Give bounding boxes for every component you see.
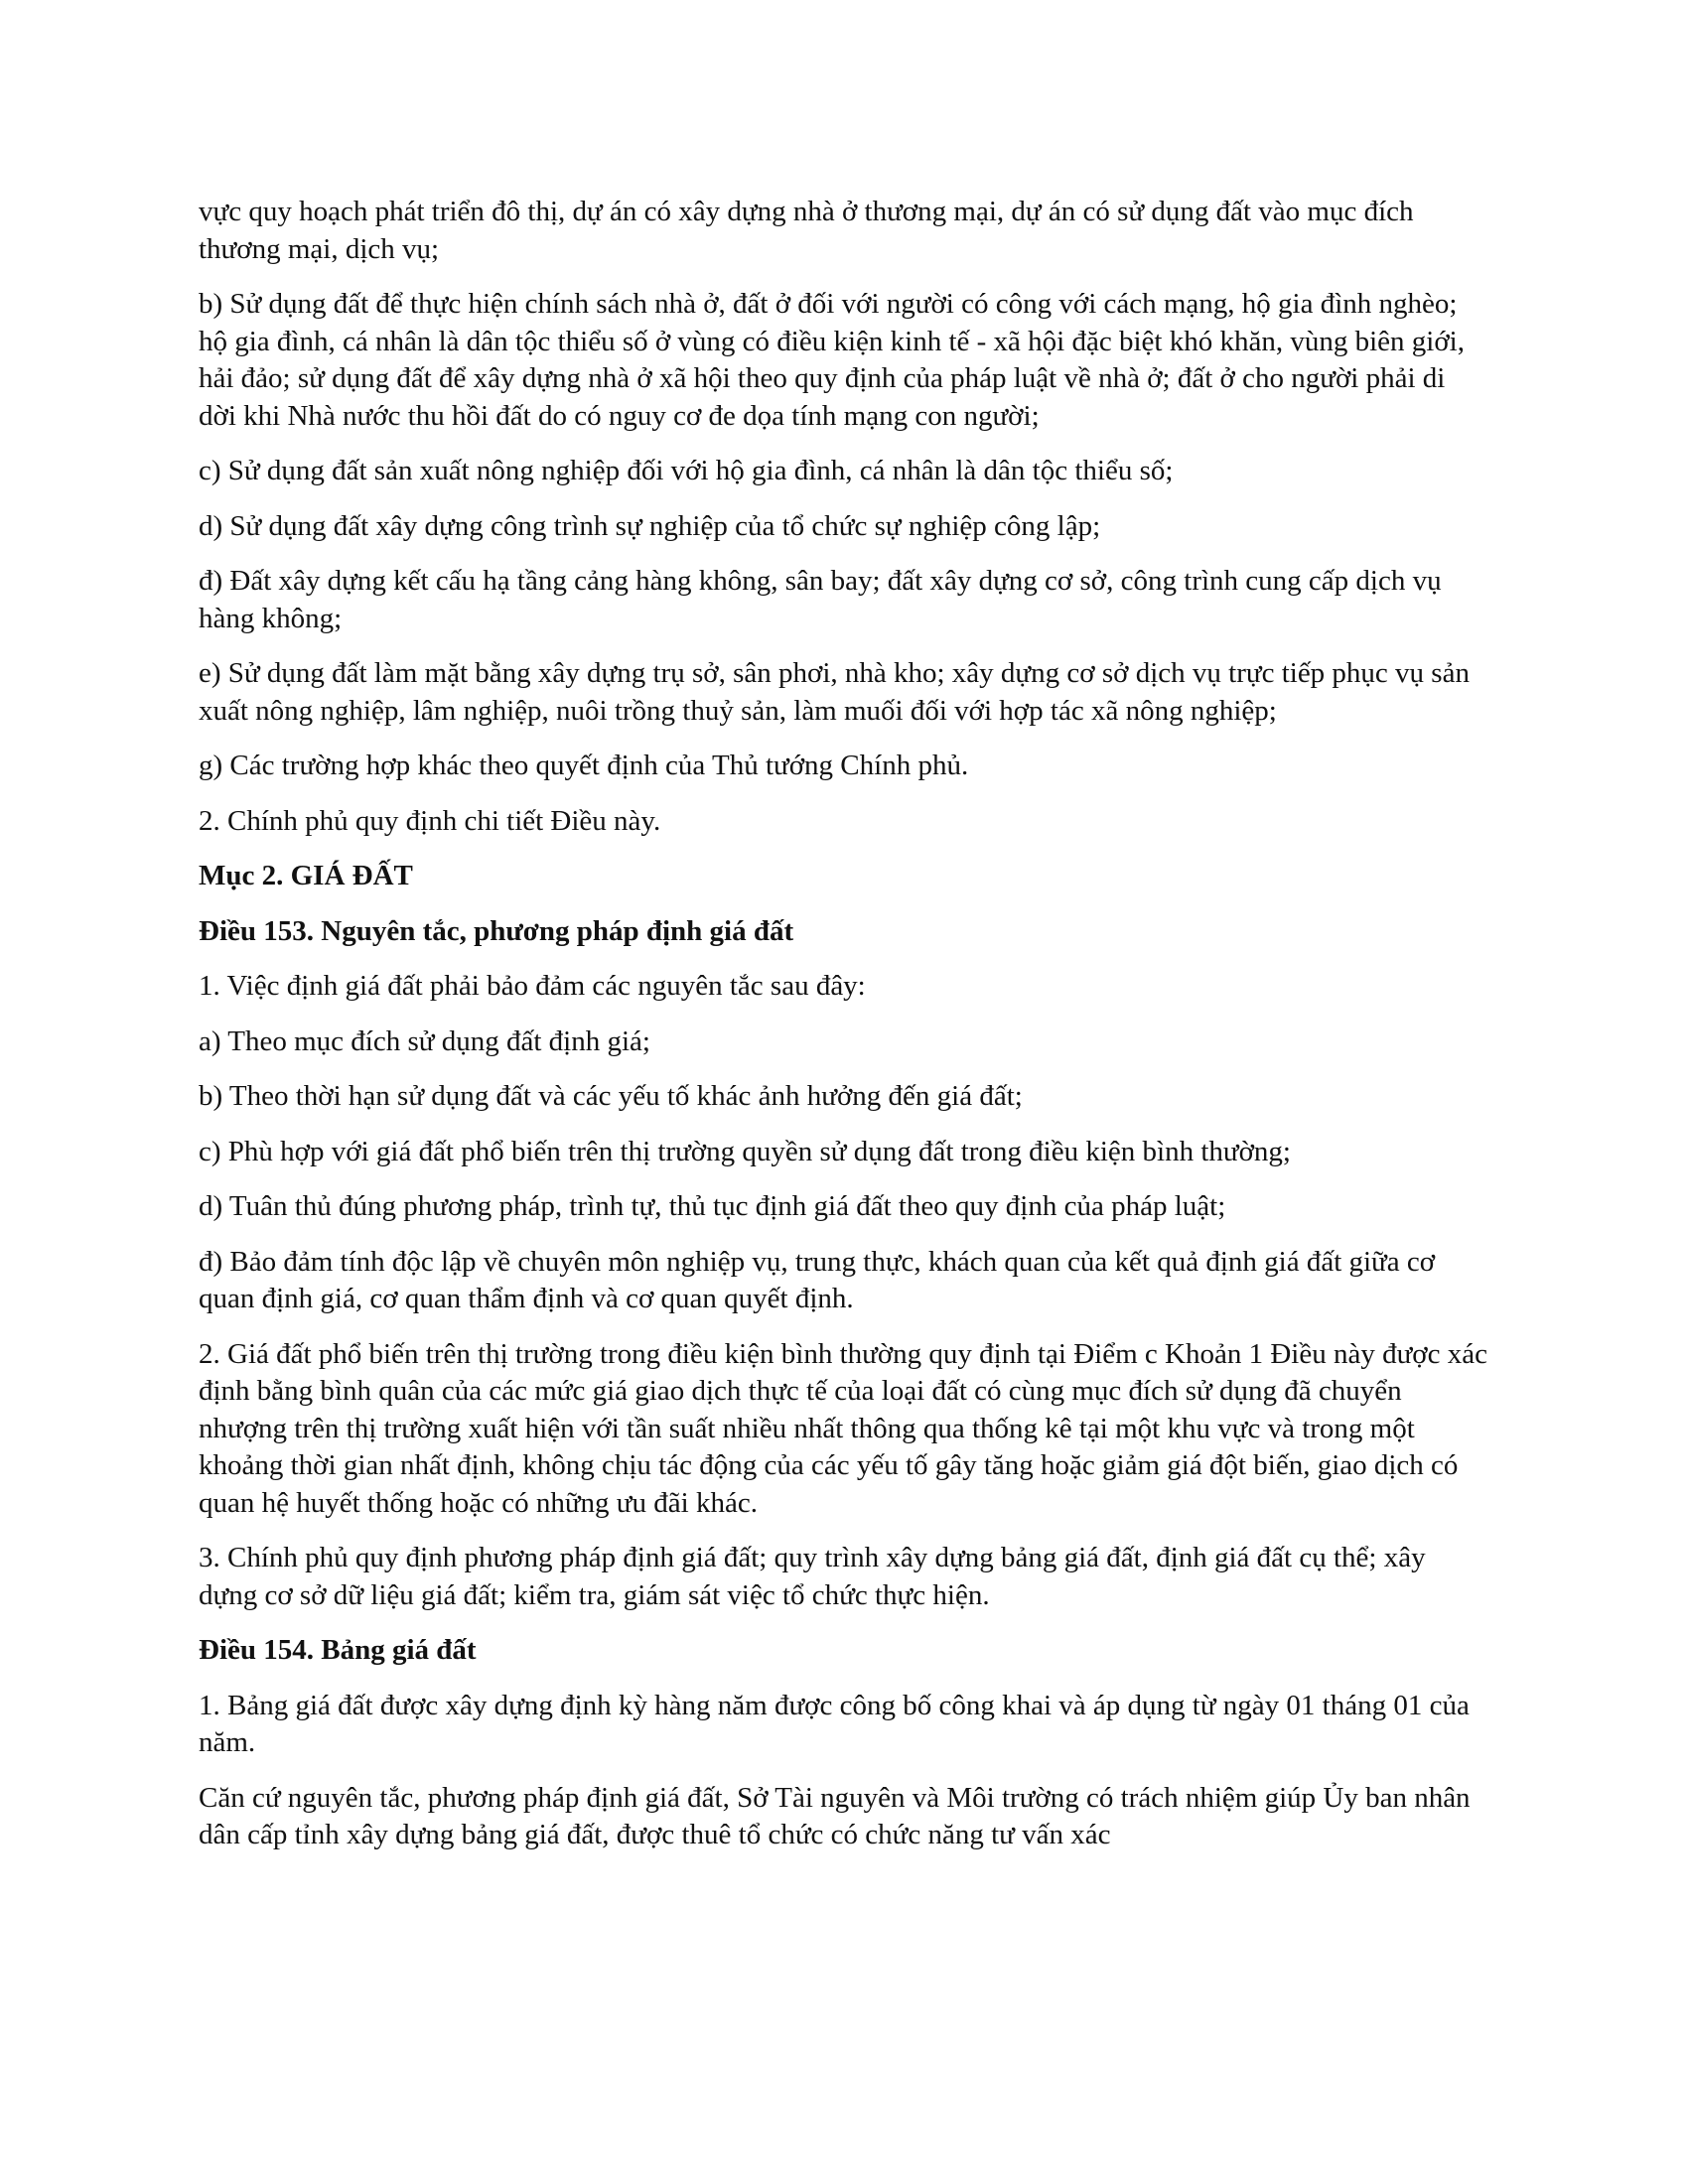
article-153-point-d: d) Tuân thủ đúng phương pháp, trình tự, thủ tục định giá đất theo quy định của pháp luật; xyxy=(199,1190,1226,1222)
paragraph-b: b) Sử dụng đất để thực hiện chính sách nhà ở, đất ở đối với người có công với cách mạng, hộ gia đình nghèo; hộ gia đình, cá nhân là dân tộc thiểu số ở vùng có điều kiện kinh tế - xã hội đặc biệt khó khăn, vùng biên giới, hải đảo; sử dụng đất để xây dựng nhà ở xã hội theo quy định của pháp luật về nhà ở; đất ở cho người phải di dời khi Nhà nước thu hồi đất do có nguy cơ đe dọa tính mạng con người; xyxy=(199,288,1465,432)
paragraph-dd: đ) Đất xây dựng kết cấu hạ tầng cảng hàng không, sân bay; đất xây dựng cơ sở, công trình cung cấp dịch vụ hàng không; xyxy=(199,565,1442,634)
paragraph-cont-a: vực quy hoạch phát triển đô thị, dự án có xây dựng nhà ở thương mại, dự án có sử dụng đất vào mục đích thương mại, dịch vụ; xyxy=(199,196,1414,265)
paragraph-c: c) Sử dụng đất sản xuất nông nghiệp đối với hộ gia đình, cá nhân là dân tộc thiểu số; xyxy=(199,455,1174,486)
article-153-point-a: a) Theo mục đích sử dụng đất định giá; xyxy=(199,1024,650,1057)
article-153-clause-3: 3. Chính phủ quy định phương pháp định giá đất; quy trình xây dựng bảng giá đất, định giá đất cụ thể; xây dựng cơ sở dữ liệu giá đất; kiểm tra, giám sát việc tổ chức thực hiện. xyxy=(199,1542,1426,1611)
section-heading: Mục 2. GIÁ ĐẤT xyxy=(199,860,413,891)
paragraph-e: e) Sử dụng đất làm mặt bằng xây dựng trụ sở, sân phơi, nhà kho; xây dựng cơ sở dịch vụ trực tiếp phục vụ sản xuất nông nghiệp, lâm nghiệp, nuôi trồng thuỷ sản, làm muối đối với hợp tác xã nông nghiệp; xyxy=(199,657,1470,727)
article-153-heading: Điều 153. Nguyên tắc, phương pháp định giá đất xyxy=(199,914,794,947)
article-154-clause-1: 1. Bảng giá đất được xây dựng định kỳ hàng năm được công bố công khai và áp dụng từ ngày 01 tháng 01 của năm. xyxy=(199,1689,1470,1758)
article-154-heading: Điều 154. Bảng giá đất xyxy=(199,1634,477,1666)
paragraph-d: d) Sử dụng đất xây dựng công trình sự nghiệp của tổ chức sự nghiệp công lập; xyxy=(199,509,1101,542)
article-153-point-dd: đ) Bảo đảm tính độc lập về chuyên môn nghiệp vụ, trung thực, khách quan của kết quả định giá đất giữa cơ quan định giá, cơ quan thẩm định và cơ quan quyết định. xyxy=(199,1245,1436,1314)
paragraph-g: g) Các trường hợp khác theo quyết định của Thủ tướng Chính phủ. xyxy=(199,750,969,781)
article-153-point-c: c) Phù hợp với giá đất phổ biến trên thị trường quyền sử dụng đất trong điều kiện bình thường; xyxy=(199,1135,1291,1167)
document-page xyxy=(199,194,1489,1872)
article-153-point-b: b) Theo thời hạn sử dụng đất và các yếu tố khác ảnh hưởng đến giá đất; xyxy=(199,1080,1023,1112)
article-153-clause-1: 1. Việc định giá đất phải bảo đảm các nguyên tắc sau đây: xyxy=(199,970,866,1002)
article-153-clause-2: 2. Giá đất phổ biến trên thị trường trong điều kiện bình thường quy định tại Điểm c Khoản 1 Điều này được xác định bằng bình quân của các mức giá giao dịch thực tế của loại đất có cùng mục đích sử dụng đã chuyển nhượng trên thị trường xuất hiện với tần suất nhiều nhất thông qua thống kê tại một khu vực và trong một khoảng thời gian nhất định, không chịu tác động của các yếu tố gây tăng hoặc giảm giá đột biến, giao dịch có quan hệ huyết thống hoặc có những ưu đãi khác. xyxy=(199,1337,1488,1519)
paragraph-clause-2: 2. Chính phủ quy định chi tiết Điều này. xyxy=(199,804,661,837)
article-154-paragraph: Căn cứ nguyên tắc, phương pháp định giá đất, Sở Tài nguyên và Môi trường có trách nhiệm giúp Ủy ban nhân dân cấp tỉnh xây dựng bảng giá đất, được thuê tổ chức có chức năng tư vấn xác xyxy=(199,1781,1471,1850)
